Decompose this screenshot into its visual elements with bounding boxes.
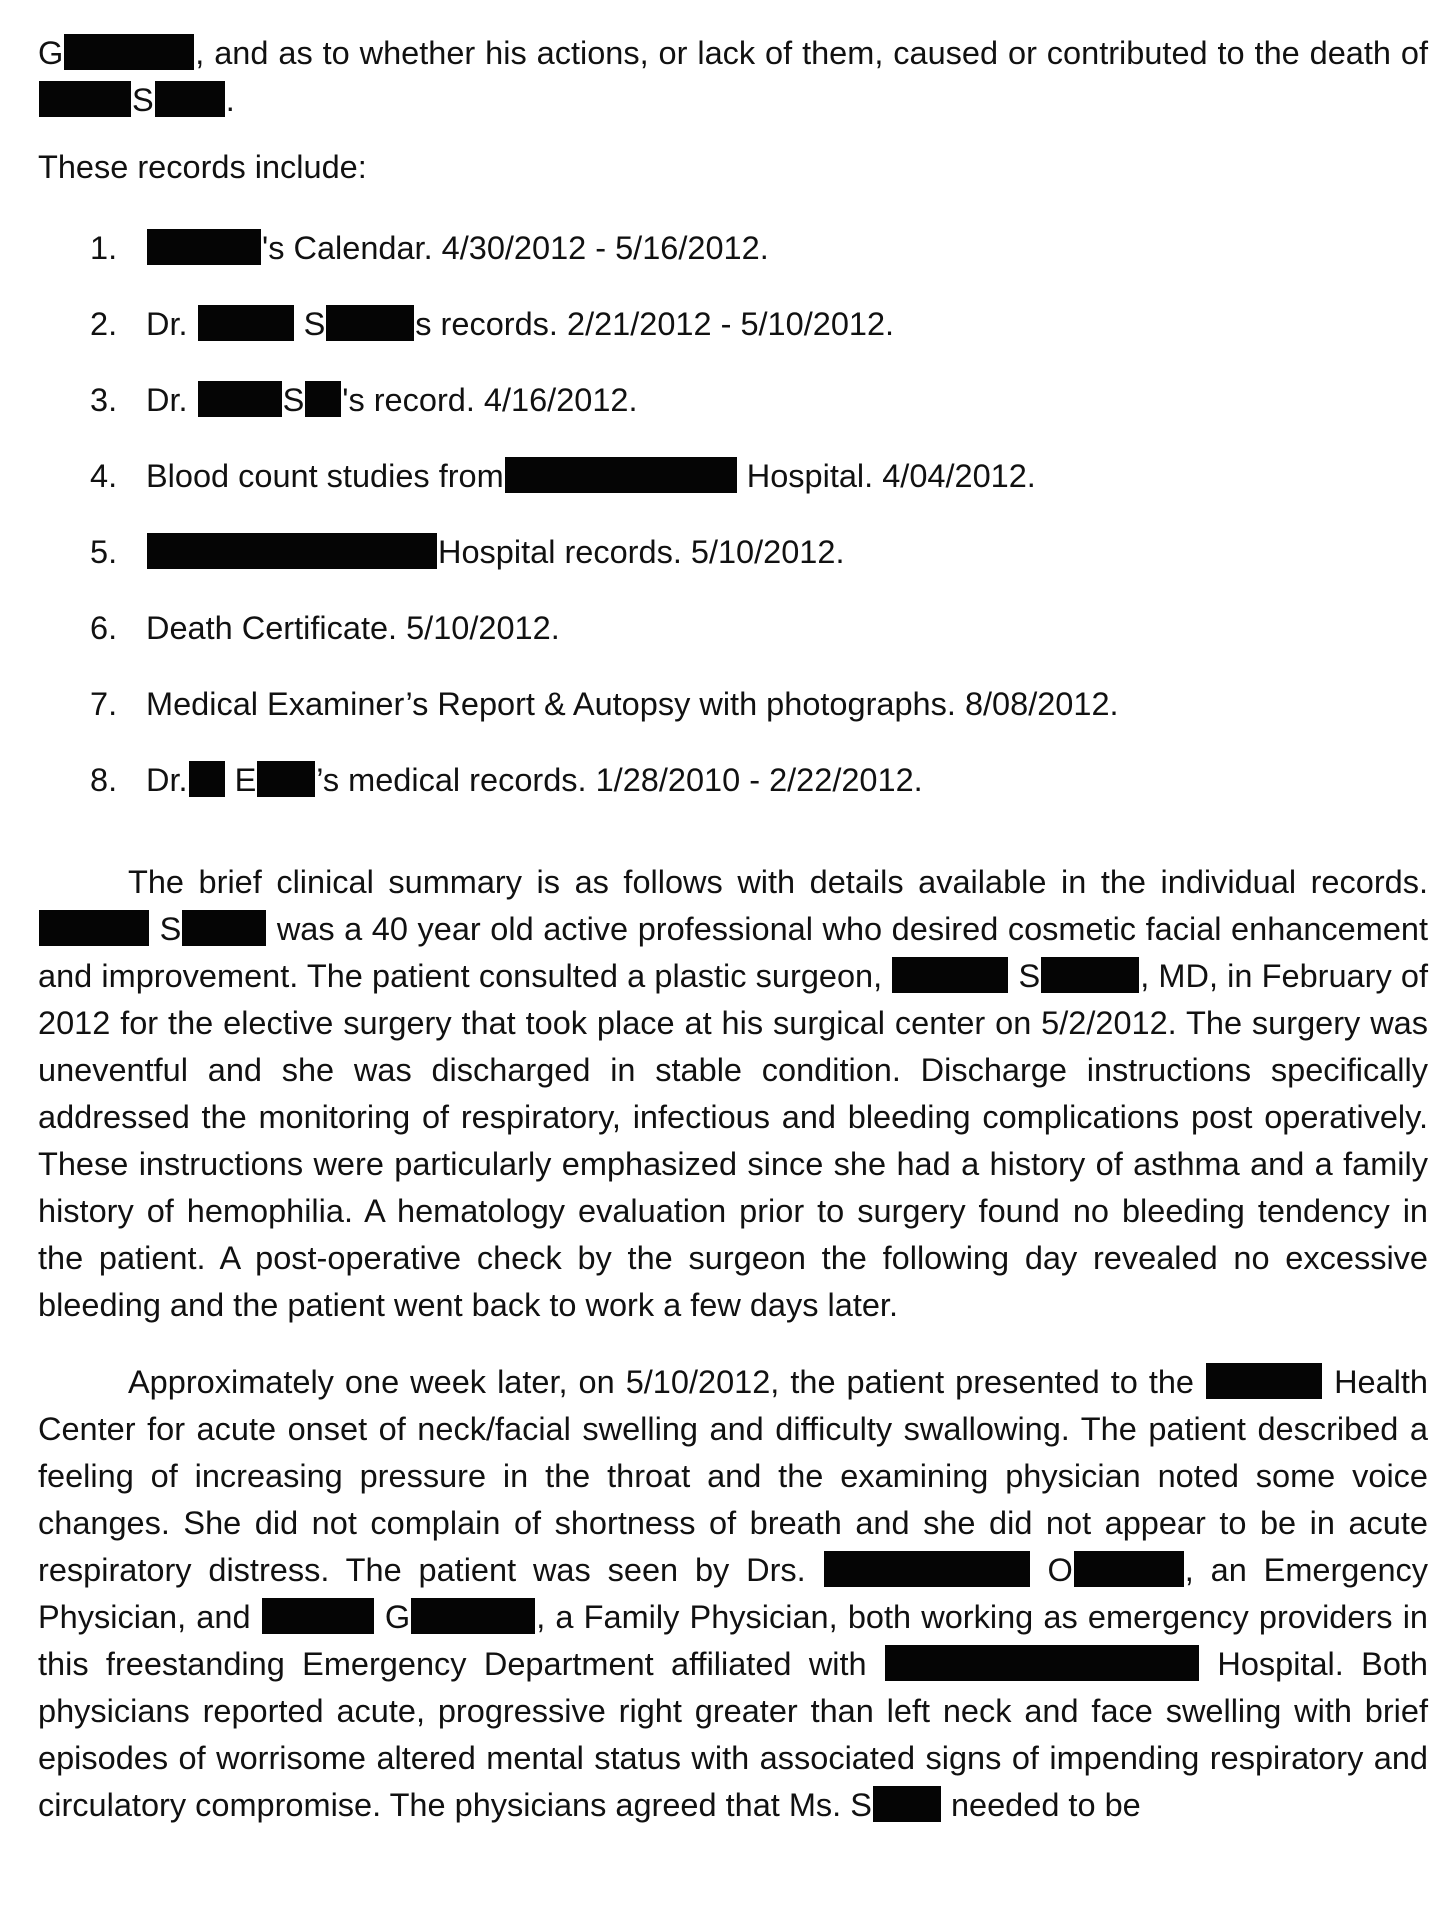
list-number: 3. xyxy=(90,382,118,418)
redaction-bar xyxy=(147,533,437,569)
list-text: S xyxy=(303,306,326,342)
list-item xyxy=(38,757,1428,833)
list-text: Medical Examiner’s Report & Autopsy with photographs. 8/08/2012. xyxy=(146,686,1119,722)
redaction-bar xyxy=(39,910,149,946)
list-item xyxy=(38,225,1428,301)
redaction-bar xyxy=(64,34,194,70)
records-lead: These records include: xyxy=(38,149,367,185)
list-text: E xyxy=(234,762,257,798)
presentation-text: Hospital. Both physicians reported acute, progressive right greater than left neck and face swelling with brief episodes of worrisome altered mental status with associated signs of impending respiratory and circulatory compromise. The physicians agreed that Ms. xyxy=(38,1646,1429,1823)
list-text: s records. 2/21/2012 - 5/10/2012. xyxy=(415,306,895,342)
redaction-bar xyxy=(182,910,266,946)
presentation-text: , an Emergency Physician, and xyxy=(38,1552,1429,1635)
list-number: 4. xyxy=(90,458,118,494)
redaction-bar xyxy=(873,1786,941,1822)
redaction-bar xyxy=(411,1598,535,1634)
presentation-text: , a Family Physician, both working as emergency providers in this freestanding Emergency Department affiliated with xyxy=(38,1599,1429,1682)
intro-text: G xyxy=(38,35,64,71)
redaction-bar xyxy=(1041,957,1139,993)
redaction-bar xyxy=(1074,1551,1184,1587)
list-text: Blood count studies from xyxy=(146,458,504,494)
list-number: 2. xyxy=(90,306,118,342)
summary-text: S xyxy=(1018,958,1041,994)
redaction-bar xyxy=(326,305,414,341)
list-item xyxy=(38,453,1428,529)
list-number: 7. xyxy=(90,686,118,722)
redaction-bar xyxy=(257,761,315,797)
intro-text: . xyxy=(225,82,235,118)
presentation-text: O xyxy=(1047,1552,1073,1588)
redaction-bar xyxy=(305,381,341,417)
list-text: 's Calendar. 4/30/2012 - 5/16/2012. xyxy=(262,230,769,266)
presentation-text: G xyxy=(384,1599,411,1635)
list-number: 1. xyxy=(90,230,118,266)
list-text: 's record. 4/16/2012. xyxy=(342,382,638,418)
intro-paragraph xyxy=(38,30,1428,124)
redaction-bar xyxy=(885,1645,1199,1681)
list-item xyxy=(38,377,1428,453)
list-text: Hospital. 4/04/2012. xyxy=(746,458,1036,494)
list-item xyxy=(38,301,1428,377)
list-number: 5. xyxy=(90,534,118,570)
intro-text: death of xyxy=(1309,35,1429,71)
redaction-bar xyxy=(198,305,294,341)
redaction-bar xyxy=(189,761,225,797)
list-text: ’s medical records. 1/28/2010 - 2/22/2012. xyxy=(316,762,923,798)
presentation-text: S xyxy=(850,1787,872,1823)
presentation-paragraph xyxy=(38,1359,1428,1829)
summary-text: The brief clinical summary is as follows with details available in the individual records. xyxy=(128,864,1428,900)
list-number: 8. xyxy=(90,762,118,798)
list-text: Dr. xyxy=(146,382,188,418)
list-text: S xyxy=(282,382,305,418)
redaction-bar xyxy=(824,1551,1030,1587)
records-list xyxy=(38,225,1428,833)
list-text: Death Certificate. 5/10/2012. xyxy=(146,610,560,646)
intro-text: S xyxy=(132,82,154,118)
redaction-bar xyxy=(198,381,282,417)
list-text: Hospital records. 5/10/2012. xyxy=(438,534,845,570)
summary-text: S xyxy=(159,911,182,947)
summary-text: was a 40 year old active professional who desired cosmetic facial enhancement and improvement. The patient consulted a plastic surgeon, xyxy=(38,911,1428,994)
list-item xyxy=(38,681,1428,757)
clinical-summary-paragraph xyxy=(38,859,1428,1329)
redaction-bar xyxy=(262,1598,374,1634)
list-text: Dr. xyxy=(146,762,188,798)
presentation-text: Approximately one week later, on 5/10/2012, the patient presented to the xyxy=(128,1364,1194,1400)
redaction-bar xyxy=(892,957,1008,993)
redaction-bar xyxy=(505,457,737,493)
summary-text: , MD, in February of 2012 for the elective surgery that took place at his surgical center on 5/2/2012. The surgery was uneventful and she was discharged in stable condition. Discharge instructions specifically addressed the monitoring of respiratory, infectious and bleeding complications post operatively. These instructions were particularly emphasized since she had a history of asthma and a family history of hemophilia. A hematology evaluation prior to surgery found no bleeding tendency in the patient. A post-operative check by the surgeon the following day revealed no excessive bleeding and the patient went back to work a few days later. xyxy=(38,958,1428,1323)
presentation-text: needed to be xyxy=(950,1787,1141,1823)
redaction-bar xyxy=(1206,1363,1322,1399)
list-item xyxy=(38,605,1428,681)
intro-text: , and as to whether his actions, or lack of them, caused or contributed to the xyxy=(195,35,1300,71)
list-number: 6. xyxy=(90,610,118,646)
redaction-bar xyxy=(155,81,225,117)
list-item xyxy=(38,529,1428,605)
document-page xyxy=(38,30,1428,1829)
presentation-text: Health Center for acute onset of neck/facial swelling and difficulty swallowing. The patient described a feeling of increasing pressure in the throat and the examining physician noted some voice changes. She did not complain of shortness of breath and she did not appear to be in acute respiratory distress. The patient was seen by Drs. xyxy=(38,1364,1429,1588)
list-text: Dr. xyxy=(146,306,188,342)
redaction-bar xyxy=(147,229,261,265)
redaction-bar xyxy=(39,81,131,117)
